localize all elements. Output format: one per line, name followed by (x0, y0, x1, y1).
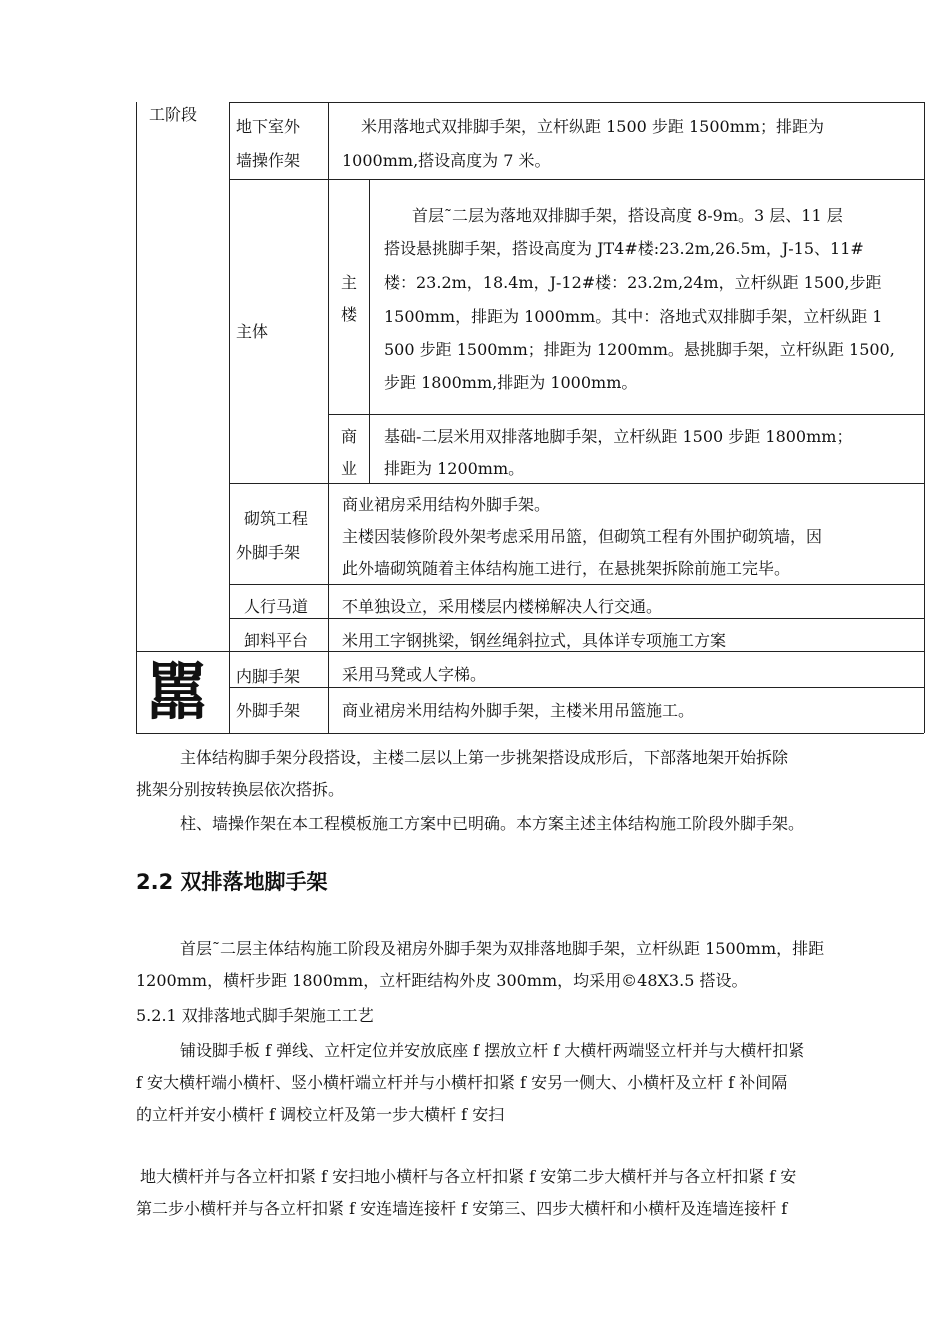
main-building-desc-line: 楼：23.2m，18.4m，J-12#楼：23.2m,24m，立杆纵距 1500,步距 (384, 273, 882, 292)
paragraph-line: 铺设脚手板 f 弹线、立杆定位并安放底座 f 摆放立杆 f 大横杆两端竖立杆并与大横杆扣紧 (180, 1041, 805, 1060)
main-item: 主体 (236, 322, 269, 341)
table-rule (369, 179, 370, 483)
table-rule (136, 102, 137, 733)
stamp-glyph: 嚚 (146, 655, 209, 728)
commercial-desc-line: 基础-二层米用双排落地脚手架，立杆纵距 1500 步距 1800mm； (384, 427, 853, 446)
main-building-desc-line: 500 步距 1500mm；排距为 1200mm。悬挑脚手架，立杆纵距 1500, (384, 340, 895, 359)
subsection-heading: 5.2.1 双排落地式脚手架施工工艺 (136, 1006, 374, 1025)
main-building-desc-line: 1500mm，排距为 1000mm。其中：洛地式双排脚手架，立杆纵距 1 (384, 307, 883, 326)
masonry-item-line: 砌筑工程 (244, 509, 309, 528)
paragraph-line: 第二步小横杆并与各立杆扣紧 f 安连墙连接杆 f 安第三、四步大横杆和小横杆及连墙连接杆 f (136, 1199, 788, 1218)
commercial-sub: 商 (341, 427, 358, 446)
main-building-sub: 楼 (341, 305, 358, 324)
paragraph-line: 地大横杆并与各立杆扣紧 f 安扫地小横杆与各立杆扣紧 f 安第二步大横杆并与各立杆扣紧 f 安 (140, 1167, 797, 1186)
table-rule (229, 483, 924, 484)
main-building-desc-line: 步距 1800mm,排距为 1000mm。 (384, 373, 638, 392)
table-rule (229, 179, 924, 180)
inner-item: 内脚手架 (236, 667, 301, 686)
main-building-desc-line: 搭设悬挑脚手架，搭设高度为 JT4#楼:23.2m,26.5m，J-15、11# (384, 239, 864, 258)
paragraph-line: 柱、墙操作架在本工程模板施工方案中已明确。本方案主述主体结构施工阶段外脚手架。 (180, 814, 805, 833)
unloading-item: 卸料平台 (244, 631, 309, 650)
table-rule (229, 102, 230, 733)
main-building-desc-line: 首层˜二层为落地双排脚手架，搭设高度 8-9m。3 层、11 层 (412, 206, 843, 225)
outer-desc: 商业裙房米用结构外脚手架，主楼米用吊篮施工。 (342, 701, 695, 720)
basement-desc-line: 米用落地式双排脚手架，立杆纵距 1500 步距 1500mm；排距为 (361, 117, 825, 136)
main-building-sub: 主 (341, 273, 358, 292)
section-heading: 2.2 双排落地脚手架 (136, 870, 328, 894)
unloading-desc: 米用工字钢挑梁，钢丝绳斜拉式，具体详专项施工方案 (342, 631, 727, 650)
table-rule (924, 102, 925, 733)
basement-item-line: 地下室外 (236, 117, 301, 136)
paragraph-line: 首层˜二层主体结构施工阶段及裙房外脚手架为双排落地脚手架，立杆纵距 1500mm，排距 (180, 939, 825, 958)
basement-item-line: 墙操作架 (236, 151, 301, 170)
inner-desc: 采用马凳或人字梯。 (342, 665, 487, 684)
masonry-desc-line: 商业裙房采用结构外脚手架。 (342, 495, 551, 514)
commercial-sub: 业 (341, 459, 358, 478)
table-rule (328, 414, 924, 415)
stage-label: 工阶段 (149, 105, 198, 124)
paragraph-line: f 安大横杆端小横杆、竖小横杆端立杆并与小横杆扣紧 f 安另一侧大、小横杆及立杆 f 补间隔 (136, 1073, 788, 1092)
table-rule (229, 687, 924, 688)
masonry-desc-line: 此外墙砌筑随着主体结构施工进行，在悬挑架拆除前施工完毕。 (342, 559, 791, 578)
masonry-item-line: 外脚手架 (236, 543, 301, 562)
table-rule (136, 733, 924, 734)
outer-item: 外脚手架 (236, 701, 301, 720)
basement-desc-line: 1000mm,搭设高度为 7 米。 (342, 151, 551, 170)
masonry-desc-line: 主楼因装修阶段外架考虑采用吊篮，但砌筑工程有外围护砌筑墙，因 (342, 527, 823, 546)
paragraph-line: 主体结构脚手架分段搭设，主楼二层以上第一步挑架搭设成形后，下部落地架开始拆除 (180, 748, 789, 767)
walkway-desc: 不单独设立，采用楼层内楼梯解决人行交通。 (342, 597, 663, 616)
paragraph-line: 1200mm，横杆步距 1800mm，立杆距结构外皮 300mm，均采用©48X3.5 搭设。 (136, 971, 748, 990)
walkway-item: 人行马道 (244, 597, 309, 616)
table-rule (328, 102, 329, 733)
paragraph-line: 的立杆并安小横杆 f 调校立杆及第一步大横杆 f 安扫 (136, 1105, 505, 1124)
commercial-desc-line: 排距为 1200mm。 (384, 459, 525, 478)
paragraph-line: 挑架分别按转换层依次搭拆。 (136, 780, 345, 799)
table-rule (229, 102, 924, 103)
